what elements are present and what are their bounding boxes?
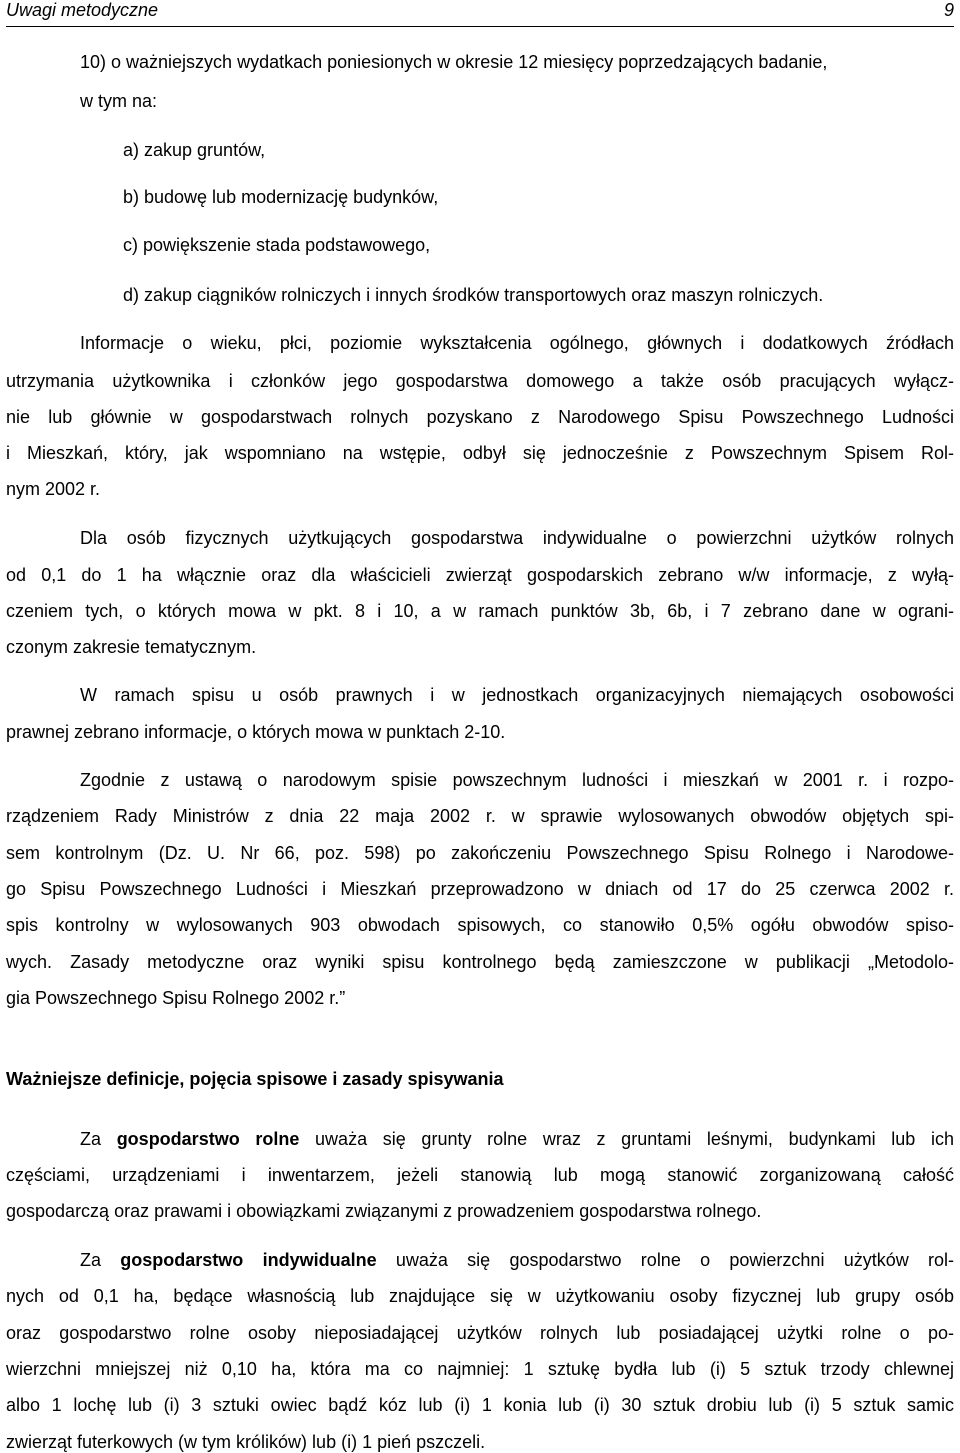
paragraph-3-line: prawnej zebrano informacje, o których mowa w punktach 2-10. [6,722,506,742]
paragraph-1-line: Informacje o wieku, płci, poziomie wykształcenia ogólnego, głównych i dodatkowych źródłach [80,333,954,353]
definition-1-term: gospodarstwo rolne [116,1129,300,1149]
definition-2-prefix: Za [80,1250,121,1270]
definition-2-first-line [80,1249,954,1271]
definition-2-line: zwierząt futerkowych (w tym królików) lub (i) 1 pień pszczeli. [6,1432,486,1452]
item-10-line-2: w tym na: [80,91,158,111]
definition-1-first-line [80,1128,954,1150]
item-10-line-1: 10) o ważniejszych wydatkach poniesionych w okresie 12 miesięcy poprzedzających badanie, [80,52,828,72]
page-number: 9 [943,0,954,20]
sub-item-a: a) zakup gruntów, [123,140,266,160]
sub-item-b: b) budowę lub modernizację budynków, [123,187,439,207]
definition-1-rest: uważa się grunty rolne wraz z gruntami leśnymi, budynkami lub ich [299,1129,954,1149]
paragraph-2-line: od 0,1 do 1 ha włącznie oraz dla właścicieli zwierząt gospodarskich zebrano w/w informacje, z wyłą- [6,565,954,585]
paragraph-2-line: Dla osób fizycznych użytkujących gospodarstwa indywidualne o powierzchni użytków rolnych [80,528,954,548]
paragraph-4-line: spis kontrolny w wylosowanych 903 obwodach spisowych, co stanowiło 0,5% ogółu obwodów spiso- [6,915,954,935]
sub-item-d: d) zakup ciągników rolniczych i innych środków transportowych oraz maszyn rolniczych. [123,285,824,305]
paragraph-2-line: czeniem tych, o których mowa w pkt. 8 i 10, a w ramach punktów 3b, 6b, i 7 zebrano dane w ograni- [6,601,954,621]
definition-2-rest: uważa się gospodarstwo rolne o powierzchni użytków rol- [376,1250,955,1270]
paragraph-3-line: W ramach spisu u osób prawnych i w jednostkach organizacyjnych niemających osobowości [80,685,954,705]
sub-item-c: c) powiększenie stada podstawowego, [123,235,431,255]
paragraph-4-line: Zgodnie z ustawą o narodowym spisie powszechnym ludności i mieszkań w 2001 r. i rozpo- [80,770,954,790]
section-title: Uwagi metodyczne [6,0,159,20]
paragraph-4-line: wych. Zasady metodyczne oraz wyniki spisu kontrolnego będą zamieszczone w publikacji „Metodolo- [6,952,954,972]
paragraph-1-line: i Mieszkań, który, jak wspomniano na wstępie, odbył się jednocześnie z Powszechnym Spisem Rol- [6,443,954,463]
paragraph-4-line: sem kontrolnym (Dz. U. Nr 66, poz. 598) po zakończeniu Powszechnego Spisu Rolnego i Narodowe- [6,843,954,863]
definition-1-prefix: Za [80,1129,117,1149]
paragraph-1-line: utrzymania użytkownika i członków jego gospodarstwa domowego a także osób pracujących wyłącz- [6,371,954,391]
definition-1-line: gospodarczą oraz prawami i obowiązkami związanymi z prowadzeniem gospodarstwa rolnego. [6,1201,762,1221]
definition-2-line: wierzchni mniejszej niż 0,10 ha, która ma co najmniej: 1 sztukę bydła lub (i) 5 sztuk trzody chlewnej [6,1359,954,1379]
section-heading: Ważniejsze definicje, pojęcia spisowe i zasady spisywania [6,1069,504,1089]
definition-2-line: oraz gospodarstwo rolne osoby nieposiadającej użytków rolnych lub posiadającej użytki rolne o po- [6,1323,954,1343]
paragraph-4-line: gia Powszechnego Spisu Rolnego 2002 r.” [6,988,346,1008]
paragraph-2-line: czonym zakresie tematycznym. [6,637,257,657]
definition-2-line: albo 1 lochę lub (i) 3 sztuki owiec bądź kóz lub (i) 1 konia lub (i) 30 sztuk drobiu lub (i) 5 sztuk samic [6,1395,954,1415]
paragraph-1-line: nie lub głównie w gospodarstwach rolnych pozyskano z Narodowego Spisu Powszechnego Ludności [6,407,954,427]
paragraph-4-line: rządzeniem Rady Ministrów z dnia 22 maja 2002 r. w sprawie wylosowanych obwodów objętych spi- [6,806,954,826]
definition-2-line: nych od 0,1 ha, będące własnością lub znajdujące się w użytkowaniu osoby fizycznej lub grupy osób [6,1286,954,1306]
definition-2-term: gospodarstwo indywidualne [120,1250,377,1270]
paragraph-4-line: go Spisu Powszechnego Ludności i Mieszkań przeprowadzono w dniach od 17 do 25 czerwca 2002 r. [6,879,954,899]
paragraph-1-line: nym 2002 r. [6,479,101,499]
definition-1-line: częściami, urządzeniami i inwentarzem, jeżeli stanowią lub mogą stanowić zorganizowaną całość [6,1165,954,1185]
page-header [6,0,954,27]
